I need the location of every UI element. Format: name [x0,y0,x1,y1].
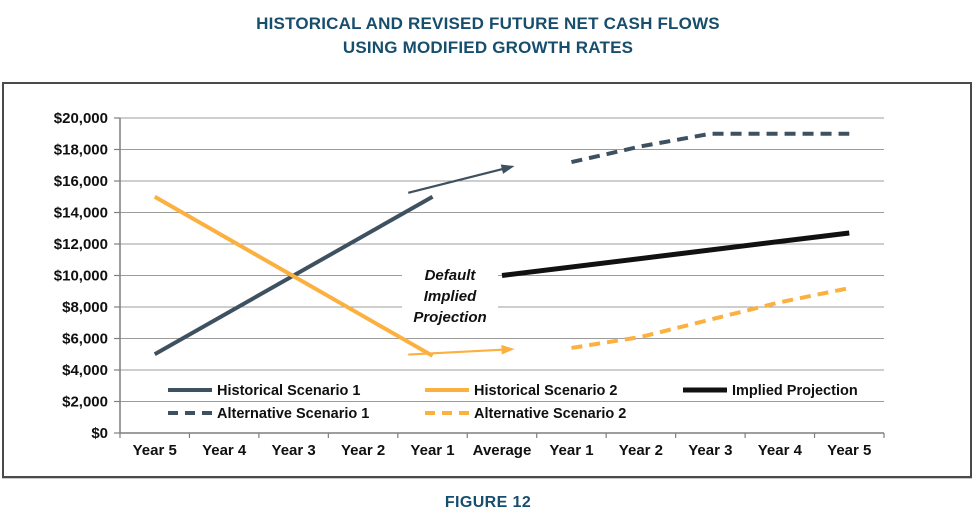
series-line-implied-projection [502,233,849,276]
chart-title-line2: USING MODIFIED GROWTH RATES [342,38,634,57]
series-line-alternative-scenario-1 [571,134,849,162]
legend-label: Historical Scenario 1 [217,383,361,399]
legend-label: Alternative Scenario 2 [474,406,627,422]
y-axis-label: $10,000 [53,267,108,285]
x-axis-label: Year 1 [410,442,455,459]
x-axis-label: Year 2 [340,442,386,459]
figure-caption: FIGURE 12 [444,494,532,511]
x-axis-label: Year 4 [202,442,247,459]
legend-label: Implied Projection [732,383,858,399]
y-axis-label: $20,000 [53,110,108,127]
legend-label: Alternative Scenario 1 [217,406,370,422]
legend-label: Historical Scenario 2 [474,383,618,399]
y-axis-label: $4,000 [62,362,108,379]
x-axis-label: Year 3 [271,442,316,459]
annotation-line: Projection [413,309,487,326]
chart-canvas [4,84,970,476]
annotation-line: Default [424,267,476,284]
arrowhead-icon [501,344,514,354]
x-axis-label: Year 1 [549,442,594,459]
x-axis-label: Year 5 [132,442,177,459]
chart-title [0,12,976,60]
y-axis-label: $12,000 [53,236,108,253]
x-axis-label: Average [472,442,532,459]
y-axis-label: $0 [91,425,108,442]
y-axis-label: $8,000 [62,299,108,316]
y-axis-label: $18,000 [53,141,108,159]
arrowhead-icon [501,161,516,173]
chart-panel [2,82,972,478]
x-axis-label: Year 3 [688,442,733,459]
y-axis-label: $6,000 [62,330,108,348]
y-axis-label: $14,000 [53,204,108,222]
chart-title-line1: HISTORICAL AND REVISED FUTURE NET CASH FLOWS [256,14,720,33]
x-axis-label: Year 2 [618,442,664,459]
y-axis-label: $2,000 [62,393,108,411]
x-axis-label: Year 4 [757,442,802,459]
y-axis-label: $16,000 [53,173,108,190]
annotation-line: Implied [423,288,477,305]
x-axis-label: Year 5 [827,442,872,459]
